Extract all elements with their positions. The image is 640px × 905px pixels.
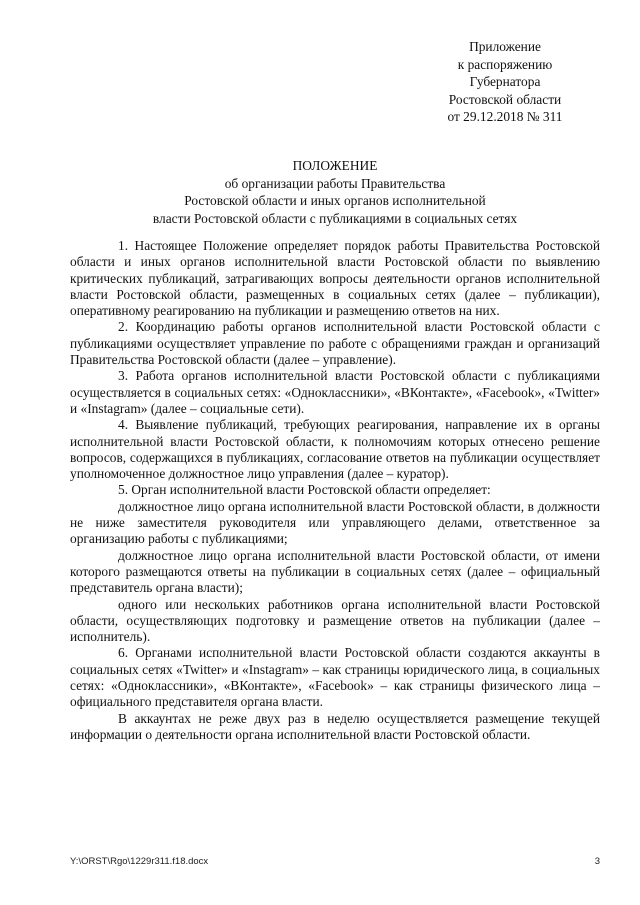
paragraph-6-note: В аккаунтах не реже двух раз в неделю осуществляется размещение текущей информации о деятельности органа исполнительной власти Ростовской области. [70,710,600,742]
title-line: власти Ростовской области с публикациями в социальных сетях [152,210,518,226]
title-line: об организации работы Правительства [224,175,446,191]
document-body [70,238,600,743]
approval-line: Ростовской области [448,91,562,107]
document-title [70,157,600,227]
page-number: 3 [594,856,600,867]
paragraph-3: 3. Работа органов исполнительной власти Ростовской области с публикациями осуществляется в социальных сетях: «Одноклассники», «ВКонтакте», «Facebook», «Twitter» и «Instagram» (далее – социальные сети). [70,368,600,416]
paragraph-1: 1. Настоящее Положение определяет порядок работы Правительства Ростовской области и иных органов исполнительной власти Ростовской области по выявлению критических публикаций, затрагивающих вопросы деятельности органов исполнительной власти Ростовской области, размещенных в социальных сетях (далее – публикации), оперативному реагированию на публикации и размещению ответов на них. [70,238,600,319]
approval-line: к распоряжению [457,56,553,72]
approval-stamp [420,38,590,126]
title-heading: ПОЛОЖЕНИЕ [292,158,378,173]
approval-line: от 29.12.2018 № 311 [447,109,563,125]
paragraph-2: 2. Координацию работы органов исполнительной власти Ростовской области с публикациями осуществляет управление по работе с обращениями граждан и организаций Правительства Ростовской области (далее – управление). [70,319,600,368]
approval-line: Приложение [469,39,541,54]
file-path: Y:\ORST\Rgo\1229r311.f18.docx [70,856,209,867]
title-line: Ростовской области и иных органов исполнительной [184,193,486,209]
approval-line: Губернатора [469,74,541,90]
paragraph-4: 4. Выявление публикаций, требующих реагирования, направление их в органы исполнительной власти Ростовской области, к полномочиям которых отнесено решение вопросов, содержащихся в публикациях, согласование ответов на публикации осуществляет уполномоченное должностное лицо управления (далее – куратор). [70,417,600,482]
paragraph-5-item-2: должностное лицо органа исполнительной власти Ростовской области, от имени которого размещаются ответы на публикации в социальных сетях (далее – официальный представитель органа власти); [70,547,600,596]
paragraph-5: 5. Орган исполнительной власти Ростовской области определяет: [118,482,491,498]
paragraph-5-item-3: одного или нескольких работников органа исполнительной власти Ростовской области, осуществляющих подготовку и размещение ответов на публикации (далее – исполнитель). [70,596,600,645]
paragraph-6: 6. Органами исполнительной власти Ростовской области создаются аккаунты в социальных сетях «Twitter» и «Instagram» – как страницы юридического лица, в социальных сетях: «Одноклассники», «ВКонтакте», «Facebook» – как страницы физического лица – официального представителя органа власти. [70,645,600,710]
paragraph-5-item-1: должностное лицо органа исполнительной власти Ростовской области, в должности не ниже заместителя руководителя или управляющего делами, ответственное за организацию работы с публикациями; [70,498,600,547]
